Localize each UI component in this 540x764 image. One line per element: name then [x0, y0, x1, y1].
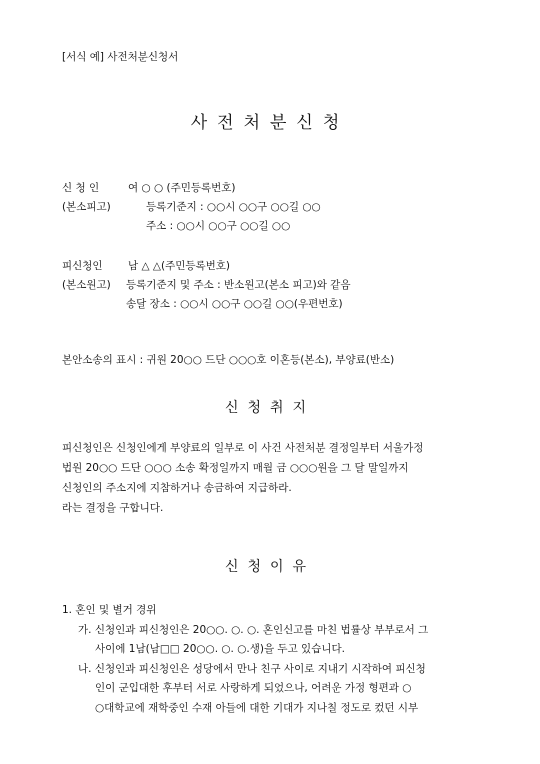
- purpose-line: 라는 결정을 구합니다.: [62, 502, 164, 514]
- document-title: 사전처분신청: [190, 113, 350, 133]
- reason-item-na-line: 인이 군입대한 후부터 서로 사랑하게 되었으나, 어려운 가정 형편과 ○: [95, 682, 412, 694]
- form-label: [서식 예] 사전처분신청서: [62, 51, 179, 63]
- respondent-name: 남 △ △(주민등록번호): [128, 260, 231, 272]
- purpose-line: 피신청인은 신청인에게 부양료의 일부로 이 사건 사전처분 결정일부터 서울가정: [62, 442, 424, 454]
- reason-item-na-line: 나. 신청인과 피신청인은 성당에서 만나 친구 사이로 지내기 시작하여 피신청: [78, 663, 426, 675]
- applicant-name: 여 ○ ○ (주민등록번호): [128, 182, 236, 194]
- applicant-address: 주소 : ○○시 ○○구 ○○길 ○○: [146, 220, 291, 232]
- purpose-title: 신청취지: [224, 400, 316, 416]
- applicant-registered-address: 등록기준지 : ○○시 ○○구 ○○길 ○○: [146, 201, 321, 213]
- reason-item-na-line: ○대학교에 재학중인 수재 아들에 대한 기대가 지나칠 정도로 컸던 시부: [95, 702, 419, 714]
- applicant-sub-role: (본소피고): [62, 201, 111, 213]
- purpose-line: 신청인의 주소지에 지참하거나 송금하여 지급하라.: [62, 482, 292, 494]
- respondent-role: 피신청인: [62, 260, 103, 272]
- case-line: 본안소송의 표시 : 귀원 20○○ 드단 ○○○호 이혼등(본소), 부양료(반소): [62, 354, 395, 366]
- reason-title: 신청이유: [224, 559, 316, 575]
- applicant-role: 신 청 인: [62, 182, 100, 194]
- respondent-delivery-address: 송달 장소 : ○○시 ○○구 ○○길 ○○(우편번호): [126, 298, 343, 310]
- purpose-line: 법원 20○○ 드단 ○○○ 소송 확정일까지 매월 금 ○○○원을 그 달 말일까지: [62, 462, 409, 474]
- respondent-registered-address: 등록기준지 및 주소 : 반소원고(본소 피고)와 같음: [126, 279, 351, 291]
- reason-item-ga-line: 사이에 1남(남□□ 20○○. ○. ○.생)을 두고 있습니다.: [95, 643, 345, 655]
- reason-item-ga-line: 가. 신청인과 피신청인은 20○○. ○. ○. 혼인신고를 마친 법률상 부부로서 그: [78, 624, 429, 636]
- reason-item-1: 1. 혼인 및 별거 경위: [62, 604, 157, 616]
- respondent-sub-role: (본소원고): [62, 279, 111, 291]
